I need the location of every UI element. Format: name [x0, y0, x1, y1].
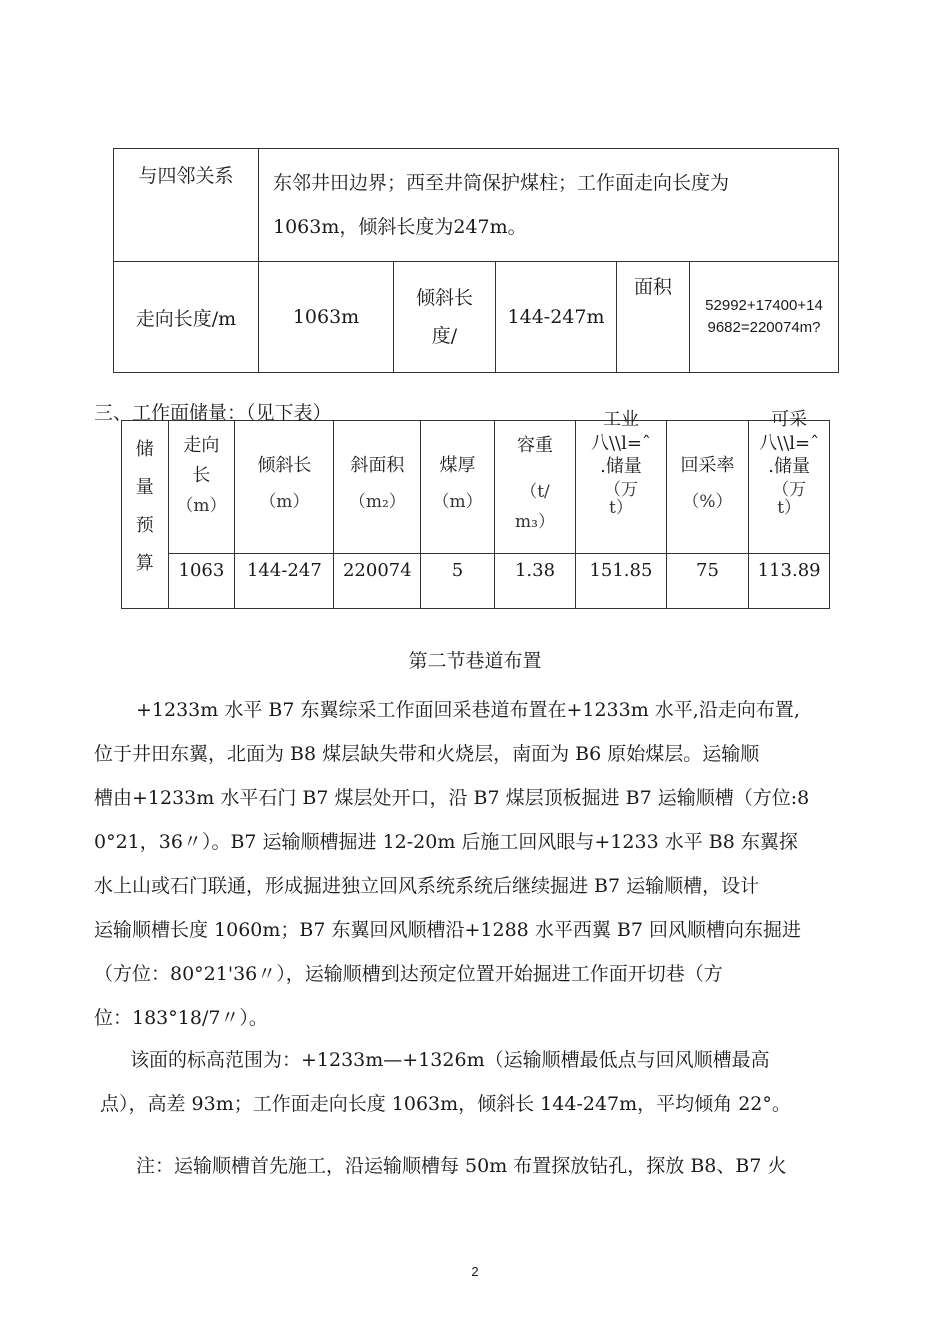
side-char-1: 储 [135, 439, 154, 460]
neighbor-line-2: 1063m，倾斜长度为247m。 [273, 216, 527, 238]
header-thickness-a: 煤厚 [439, 455, 476, 476]
header-industrial-reserve [576, 409, 667, 554]
header-slope [235, 421, 334, 554]
page-number: 2 [471, 1264, 479, 1279]
area-value [690, 262, 839, 373]
header-recoverable-c: .储量 [768, 456, 810, 477]
header-density-a: 容重 [517, 435, 553, 456]
reserve-side-label [122, 421, 169, 609]
value-density: 1.38 [494, 554, 575, 609]
header-slope-a: 倾斜长 [257, 455, 312, 476]
header-recoverable-reserve [749, 409, 830, 554]
reserve-data-row [122, 554, 830, 609]
neighbor-row [114, 149, 839, 262]
value-thickness: 5 [421, 554, 495, 609]
para1-line-3: 槽由+1233m 水平石门 B7 煤层处开口，沿 B7 煤层顶板掘进 B7 运输顺槽（方位:8 [94, 787, 810, 809]
header-thickness [421, 421, 495, 554]
para1-line-1: +1233m 水平 B7 东翼综采工作面回采巷道布置在+1233m 水平,沿走向布置, [136, 699, 800, 721]
header-area-a: 斜面积 [350, 455, 405, 476]
header-recoverable-unit2: t） [777, 498, 802, 518]
paragraph-elevation [94, 1038, 791, 1126]
area-label: 面积 [617, 262, 690, 373]
header-recovery-unit: （%） [682, 492, 733, 512]
paragraph-roadway-layout [94, 688, 809, 1040]
slope-length-value: 144-247m [496, 262, 617, 373]
header-strike-a: 走向 [183, 435, 220, 456]
value-slope: 144-247 [235, 554, 334, 609]
header-industrial-c: .储量 [600, 456, 642, 477]
header-recovery-rate [666, 421, 748, 554]
header-industrial-unit2: t） [609, 498, 633, 518]
header-area-unit: （m₂） [348, 492, 406, 512]
para2-line-2: 点），高差 93m；工作面走向长度 1063m，倾斜长 144-247m，平均倾角 22°。 [100, 1093, 791, 1115]
para2-line-1: 该面的标高范围为：+1233m—+1326m（运输顺槽最低点与回风顺槽最高 [130, 1049, 770, 1071]
value-area: 220074 [334, 554, 421, 609]
neighbor-line-1: 东邻井田边界；西至井筒保护煤柱；工作面走向长度为 [273, 172, 730, 194]
header-slope-unit: （m） [259, 492, 310, 512]
header-recoverable-a: 可采 [771, 409, 808, 430]
strike-length-label: 走向长度/m [114, 262, 259, 373]
dimension-row [114, 262, 839, 373]
slope-label-line-2: 度/ [431, 325, 458, 347]
para1-line-5: 水上山或石门联通，形成掘进独立回风系统系统后继续掘进 B7 运输顺槽，设计 [94, 875, 760, 897]
section-3-title: 三、工作面储量：（见下表） [94, 402, 332, 424]
para1-line-2: 位于井田东翼，北面为 B8 煤层缺失带和火烧层，南面为 B6 原始煤层。运输顺 [94, 743, 760, 765]
header-strike-b: 长 [192, 465, 211, 486]
header-recoverable-unit: （万 [772, 480, 807, 500]
para1-line-8: 位：183°18/7〃）。 [94, 1007, 268, 1029]
para1-line-7: （方位：80°21'36〃），运输顺槽到达预定位置开始掘进工作面开切巷（方 [94, 963, 723, 985]
header-recovery-a: 回采率 [680, 455, 735, 476]
header-recoverable-b: 八\\l=ˆ [759, 433, 820, 454]
area-value-line-1: 52992+17400+14 [705, 297, 823, 314]
header-density [494, 421, 575, 554]
neighbor-value [259, 149, 839, 262]
side-char-4: 算 [135, 553, 154, 574]
header-strike [168, 421, 235, 554]
header-industrial-a: 工业 [602, 409, 639, 430]
value-strike: 1063 [168, 554, 235, 609]
value-recoverable-reserve: 113.89 [749, 554, 830, 609]
header-density-unit: （t/ [520, 482, 550, 502]
value-industrial-reserve: 151.85 [576, 554, 667, 609]
slope-label-line-1: 倾斜长 [415, 287, 473, 309]
working-face-info-table [113, 148, 839, 373]
value-recovery-rate: 75 [666, 554, 748, 609]
header-strike-unit: （m） [176, 496, 227, 516]
header-density-unit2: m₃） [515, 512, 555, 532]
header-thickness-unit: （m） [432, 492, 483, 512]
neighbor-label: 与四邻关系 [114, 149, 259, 262]
side-char-3: 预 [135, 515, 154, 536]
slope-length-label [394, 262, 496, 373]
header-industrial-b: 八\\l=ˆ [590, 433, 651, 454]
para1-line-4: 0°21，36〃）。B7 运输顺槽掘进 12-20m 后施工回风眼与+1233 水平 B8 东翼探 [94, 831, 798, 853]
side-char-2: 量 [135, 477, 154, 498]
para1-line-6: 运输顺槽长度 1060m；B7 东翼回风顺槽沿+1288 水平西翼 B7 回风顺槽向东掘进 [94, 919, 801, 941]
area-value-line-2: 9682=220074m? [707, 319, 821, 336]
strike-length-value: 1063m [259, 262, 394, 373]
header-area [334, 421, 421, 554]
reserve-header-row [122, 421, 830, 554]
section-2-heading: 第二节巷道布置 [408, 650, 542, 672]
paragraph-note: 注：运输顺槽首先施工，沿运输顺槽每 50m 布置探放钻孔，探放 B8、B7 火 [136, 1155, 787, 1177]
header-industrial-unit: （万 [603, 480, 638, 500]
